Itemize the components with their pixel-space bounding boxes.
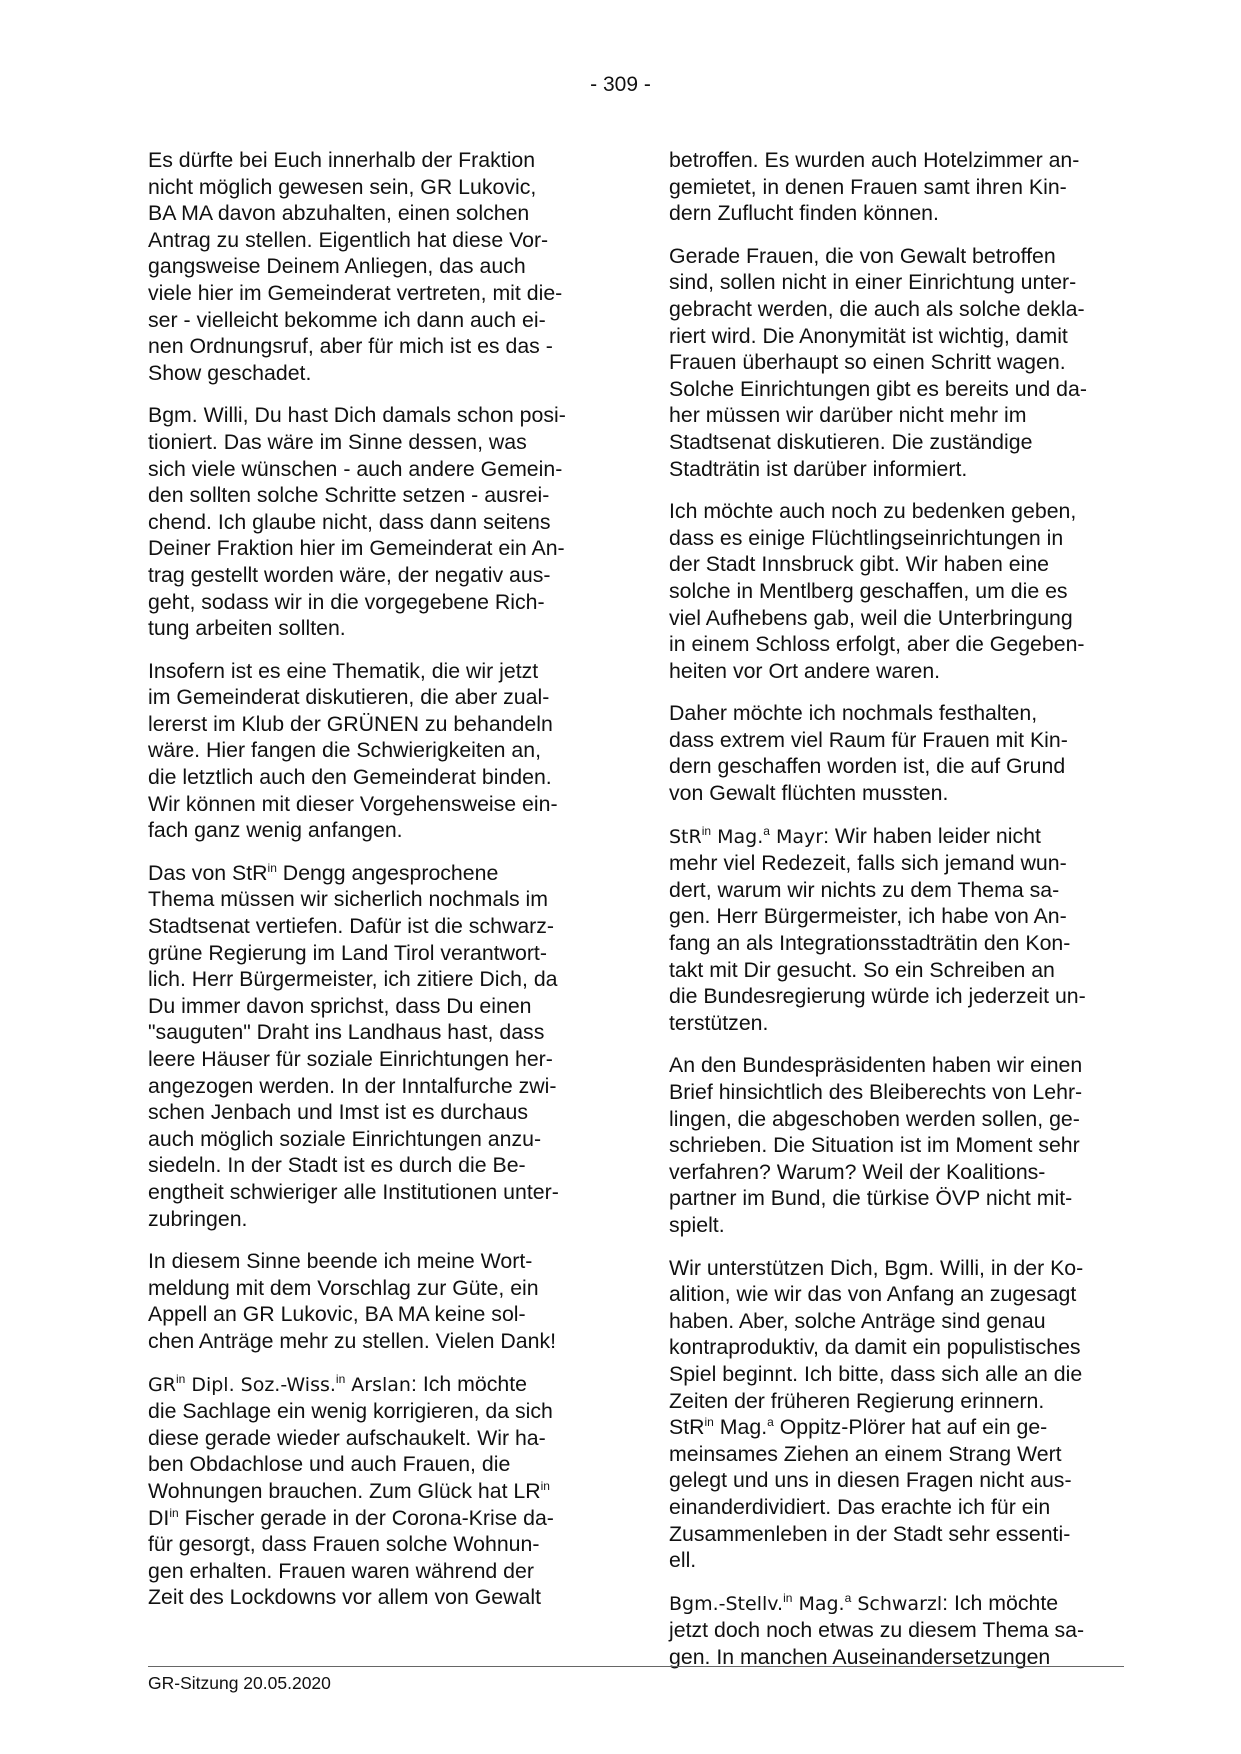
text-line (148, 1398, 596, 1425)
text-segment: verfahren? Warum? Weil der Koalitions- (669, 1159, 1046, 1184)
text-line (669, 525, 1125, 552)
text-line (669, 930, 1125, 957)
text-segment: gemietet, in denen Frauen samt ihren Kin- (669, 174, 1067, 199)
text-line (148, 1019, 596, 1046)
paragraph (669, 823, 1125, 1037)
text-line (148, 147, 596, 174)
text-line (148, 711, 596, 738)
footer-divider (148, 1666, 1124, 1667)
text-segment: auch möglich soziale Einrichtungen anzu- (148, 1126, 542, 1151)
title-suffix: a (767, 1415, 774, 1430)
paragraph (669, 1590, 1125, 1671)
text-segment: Frauen überhaupt so einen Schritt wagen. (669, 350, 1066, 375)
text-line (669, 456, 1125, 483)
text-segment: kontraproduktiv, da damit ein populistisches (669, 1335, 1081, 1360)
text-line (148, 993, 596, 1020)
paragraph (148, 402, 596, 641)
text-line (669, 1494, 1125, 1521)
speaker-name: Schwarzl (851, 1592, 943, 1615)
paragraph (148, 860, 596, 1232)
text-line (669, 1010, 1125, 1037)
paragraph (669, 700, 1125, 806)
text-segment: Zeiten der früheren Regierung erinnern. (669, 1388, 1045, 1413)
text-line (669, 753, 1125, 780)
title-suffix: in (267, 860, 277, 875)
title-suffix: in (783, 1590, 793, 1605)
text-line (669, 1255, 1125, 1282)
text-line (669, 631, 1125, 658)
text-line (148, 333, 596, 360)
text-segment: terstützen. (669, 1010, 769, 1035)
text-line (669, 903, 1125, 930)
text-segment: Deiner Fraktion hier im Gemeinderat ein An- (148, 536, 565, 561)
text-segment: siedeln. In der Stadt ist es durch die Be- (148, 1153, 526, 1178)
footer-session-date: GR-Sitzung 20.05.2020 (148, 1673, 331, 1693)
text-line (148, 1478, 596, 1505)
text-segment: viel Aufhebens gab, weil die Unterbringung (669, 605, 1073, 630)
paragraph (669, 243, 1125, 482)
text-line (669, 850, 1125, 877)
text-segment: einanderdividiert. Das erachte ich für ein (669, 1494, 1051, 1519)
text-line (669, 658, 1125, 685)
text-line (148, 1073, 596, 1100)
text-line (148, 174, 596, 201)
text-segment: lich. Herr Bürgermeister, ich zitiere Dich, da (148, 967, 558, 992)
text-segment: Zusammenleben in der Stadt sehr essenti- (669, 1521, 1071, 1546)
text-line (148, 535, 596, 562)
text-line (669, 727, 1125, 754)
text-segment: Stadtsenat diskutieren. Die zuständige (669, 429, 1033, 454)
text-line (148, 940, 596, 967)
text-line (148, 562, 596, 589)
text-line (669, 296, 1125, 323)
text-line (148, 589, 596, 616)
text-line (148, 1371, 596, 1399)
text-segment: chen Anträge mehr zu stellen. Vielen Dank! (148, 1328, 557, 1353)
title-suffix: a (844, 1590, 852, 1605)
text-segment: gelegt und uns in diesen Fragen nicht aus- (669, 1468, 1072, 1493)
text-segment: tung arbeiten sollten. (148, 616, 346, 641)
text-segment: angezogen werden. In der Inntalfurche zwi- (148, 1073, 557, 1098)
text-segment: Wir unterstützen Dich, Bgm. Willi, in der Ko- (669, 1255, 1084, 1280)
text-line (148, 1099, 596, 1126)
text-line (669, 147, 1125, 174)
speaker-name: Dipl. Soz.-Wiss. (185, 1373, 336, 1396)
text-line (669, 578, 1125, 605)
text-segment: Fischer gerade in der Corona-Krise da- (178, 1505, 554, 1530)
text-line (669, 200, 1125, 227)
paragraph (669, 498, 1125, 684)
text-line (148, 1558, 596, 1585)
text-line (148, 1275, 596, 1302)
text-segment: Appell an GR Lukovic, BA MA keine sol- (148, 1302, 526, 1327)
paragraph (669, 1052, 1125, 1238)
speaker-name: StR (669, 825, 702, 848)
text-segment: viele hier im Gemeinderat vertreten, mit die- (148, 280, 563, 305)
title-suffix: a (763, 823, 770, 838)
text-line (669, 780, 1125, 807)
speaker-name: GR (148, 1373, 176, 1396)
text-line (148, 1451, 596, 1478)
right-column (669, 147, 1125, 1686)
text-segment: riert wird. Die Anonymität ist wichtig, damit (669, 323, 1068, 348)
text-line (148, 1584, 596, 1611)
text-line (148, 684, 596, 711)
text-segment: ser - vielleicht bekomme ich dann auch ei- (148, 307, 546, 332)
text-segment: die letztlich auch den Gemeinderat binden. (148, 765, 552, 790)
speaker-name: Mayr (769, 825, 824, 848)
text-segment: nicht möglich gewesen sein, GR Lukovic, (148, 174, 537, 199)
text-line (148, 360, 596, 387)
text-line (669, 1308, 1125, 1335)
text-line (669, 498, 1125, 525)
text-segment: Daher möchte ich nochmals festhalten, (669, 701, 1038, 726)
text-line (148, 1046, 596, 1073)
text-line (669, 1185, 1125, 1212)
text-line (148, 456, 596, 483)
text-line (669, 1159, 1125, 1186)
text-line (669, 1388, 1125, 1415)
text-line (669, 1547, 1125, 1574)
text-segment: her müssen wir darüber nicht mehr im (669, 403, 1027, 428)
text-segment: Brief hinsichtlich des Bleiberechts von Lehr- (669, 1080, 1083, 1104)
title-suffix: in (175, 1371, 186, 1386)
paragraph (669, 1255, 1125, 1574)
title-suffix: in (704, 1415, 714, 1430)
paragraph (148, 147, 596, 386)
text-line (148, 791, 596, 818)
text-segment: Zeit des Lockdowns vor allem von Gewalt (148, 1585, 541, 1610)
text-segment: Gerade Frauen, die von Gewalt betroffen (669, 243, 1056, 268)
text-segment: gen. In manchen Auseinandersetzungen (669, 1644, 1051, 1669)
text-segment: spielt. (669, 1212, 725, 1237)
text-segment: leere Häuser für soziale Einrichtungen her- (148, 1047, 553, 1071)
text-segment: dern Zuflucht finden können. (669, 201, 939, 226)
text-segment: schen Jenbach und Imst ist es durchaus (148, 1100, 529, 1125)
speaker-name: Arslan (345, 1373, 411, 1396)
text-segment: trag gestellt worden wäre, der negativ aus- (148, 562, 551, 587)
text-segment: Thema müssen wir sicherlich nochmals im (148, 887, 549, 912)
text-segment: lererst im Klub der GRÜNEN zu behandeln (148, 711, 553, 736)
text-segment: dass es einige Flüchtlingseinrichtungen in (669, 525, 1064, 550)
text-line (669, 402, 1125, 429)
text-segment: dern geschaffen worden ist, die auf Grund (669, 754, 1066, 779)
text-line (148, 1206, 596, 1233)
text-segment: diese gerade wieder aufschaukelt. Wir ha- (148, 1425, 546, 1450)
text-segment: Spiel beginnt. Ich bitte, dass sich alle an die (669, 1361, 1083, 1386)
text-line (669, 174, 1125, 201)
text-segment: An den Bundespräsidenten haben wir einen (669, 1053, 1083, 1078)
text-segment: Das von StR (148, 860, 268, 885)
text-segment: Oppitz-Plörer hat auf ein ge- (773, 1415, 1048, 1440)
text-segment: fach ganz wenig anfangen. (148, 818, 403, 843)
text-line (148, 402, 596, 429)
text-segment: gangsweise Deinem Anliegen, das auch (148, 254, 526, 279)
text-line (148, 482, 596, 509)
text-line (669, 243, 1125, 270)
text-line (148, 737, 596, 764)
text-line (148, 429, 596, 456)
text-segment: meldung mit dem Vorschlag zur Güte, ein (148, 1275, 539, 1300)
text-segment: Du immer davon sprichst, dass Du einen (148, 993, 532, 1018)
text-segment: Insofern ist es eine Thematik, die wir jetzt (148, 658, 539, 683)
text-segment: meinsames Ziehen an einem Strang Wert (669, 1441, 1062, 1466)
text-line (669, 1281, 1125, 1308)
text-line (148, 1152, 596, 1179)
text-line (148, 509, 596, 536)
paragraph (148, 1371, 596, 1611)
text-segment: für gesorgt, dass Frauen solche Wohnun- (148, 1532, 540, 1557)
text-segment: mehr viel Redezeit, falls sich jemand wun- (669, 851, 1067, 876)
text-segment: StR (669, 1415, 705, 1440)
text-line (148, 307, 596, 334)
text-segment: ell. (669, 1548, 697, 1573)
text-line (669, 957, 1125, 984)
text-line (148, 1328, 596, 1355)
text-segment: in einem Schloss erfolgt, aber die Gegeben- (669, 632, 1085, 657)
text-line (669, 1052, 1125, 1079)
text-segment: von Gewalt flüchten mussten. (669, 781, 949, 806)
text-line (148, 1425, 596, 1452)
text-line (148, 1248, 596, 1275)
text-line (148, 1179, 596, 1206)
text-line (148, 253, 596, 280)
text-line (669, 1361, 1125, 1388)
speaker-name: Bgm.-Stellv. (669, 1592, 784, 1615)
text-segment: takt mit Dir gesucht. So ein Schreiben an (669, 957, 1055, 982)
text-segment: lingen, die abgeschoben werden sollen, ge- (669, 1106, 1080, 1131)
text-line (669, 551, 1125, 578)
text-segment: sind, sollen nicht in einer Einrichtung unter- (669, 270, 1077, 295)
text-line (148, 860, 596, 887)
text-segment: die Sachlage ein wenig korrigieren, da sich (148, 1399, 553, 1424)
text-segment: "sauguten" Draht ins Landhaus hast, dass (148, 1020, 545, 1045)
text-segment: Mag. (713, 1415, 768, 1440)
text-line (148, 913, 596, 940)
text-segment: : Ich möchte (410, 1371, 527, 1396)
text-segment: grüne Regierung im Land Tirol verantwort- (148, 940, 547, 965)
paragraph (669, 147, 1125, 227)
text-line (669, 877, 1125, 904)
text-segment: gebracht werden, die auch als solche dekla- (669, 296, 1085, 321)
text-line (148, 200, 596, 227)
speaker-name: Mag. (711, 825, 764, 848)
text-segment: DI (148, 1505, 170, 1530)
text-segment: jetzt doch noch etwas zu diesem Thema sa- (669, 1618, 1085, 1643)
text-segment: Dengg angesprochene (276, 860, 499, 885)
text-line (669, 1521, 1125, 1548)
text-segment: BA MA davon abzuhalten, einen solchen (148, 201, 530, 226)
text-line (148, 658, 596, 685)
text-line (669, 983, 1125, 1010)
text-segment: ben Obdachlose und auch Frauen, die (148, 1452, 511, 1477)
text-segment: gen. Herr Bürgermeister, ich habe von An- (669, 904, 1067, 929)
text-line (669, 269, 1125, 296)
text-segment: den sollten solche Schritte setzen - ausrei- (148, 483, 550, 508)
text-line (148, 886, 596, 913)
text-segment: geht, sodass wir in die vorgegebene Rich- (148, 589, 545, 614)
text-segment: dert, warum wir nichts zu dem Thema sa- (669, 877, 1060, 902)
text-line (669, 823, 1125, 851)
text-segment: nen Ordnungsruf, aber für mich ist es das - (148, 334, 553, 359)
text-line (148, 615, 596, 642)
text-segment: chend. Ich glaube nicht, dass dann seitens (148, 509, 551, 534)
paragraph (148, 1248, 596, 1354)
text-segment: fang an als Integrationsstadträtin den Kon- (669, 931, 1071, 956)
text-segment: Antrag zu stellen. Eigentlich hat diese Vor- (148, 227, 549, 252)
text-segment: im Gemeinderat diskutieren, die aber zual- (148, 685, 550, 710)
text-line (669, 1106, 1125, 1133)
text-segment: Stadtsenat vertiefen. Dafür ist die schwarz- (148, 914, 555, 939)
paragraph (148, 658, 596, 844)
text-segment: zubringen. (148, 1206, 248, 1231)
text-segment: solche in Mentlberg geschaffen, um die es (669, 578, 1068, 603)
text-line (669, 376, 1125, 403)
title-suffix: in (540, 1478, 550, 1493)
text-segment: tioniert. Das wäre im Sinne dessen, was (148, 429, 527, 454)
text-line (148, 1505, 596, 1532)
text-segment: Wohnungen brauchen. Zum Glück hat LR (148, 1478, 541, 1503)
text-line (148, 280, 596, 307)
title-suffix: in (169, 1505, 179, 1520)
text-segment: heiten vor Ort andere waren. (669, 658, 941, 683)
text-line (669, 323, 1125, 350)
text-segment: partner im Bund, die türkise ÖVP nicht mit- (669, 1186, 1073, 1211)
text-segment: Es dürfte bei Euch innerhalb der Fraktion (148, 148, 536, 172)
text-line (148, 227, 596, 254)
text-line (669, 1414, 1125, 1441)
text-segment: schrieben. Die Situation ist im Moment sehr (669, 1133, 1080, 1158)
text-line (148, 817, 596, 844)
page-number: - 309 - (590, 73, 651, 96)
text-segment: Ich möchte auch noch zu bedenken geben, (669, 499, 1077, 524)
text-segment: Show geschadet. (148, 360, 312, 385)
text-segment: alition, wie wir das von Anfang an zugesagt (669, 1282, 1077, 1307)
text-line (669, 1617, 1125, 1644)
text-segment: dass extrem viel Raum für Frauen mit Kin- (669, 727, 1068, 752)
left-column (148, 147, 596, 1627)
text-line (669, 1334, 1125, 1361)
text-segment: Wir können mit dieser Vorgehensweise ein- (148, 791, 558, 816)
text-line (148, 1301, 596, 1328)
text-segment: Solche Einrichtungen gibt es bereits und da- (669, 376, 1087, 401)
text-line (669, 429, 1125, 456)
text-segment: der Stadt Innsbruck gibt. Wir haben eine (669, 552, 1050, 577)
text-line (148, 1126, 596, 1153)
text-line (669, 1467, 1125, 1494)
text-line (669, 1132, 1125, 1159)
speaker-name: Mag. (792, 1592, 845, 1615)
text-segment: wäre. Hier fangen die Schwierigkeiten an, (148, 738, 542, 763)
text-segment: Bgm. Willi, Du hast Dich damals schon posi- (148, 403, 566, 428)
text-segment: In diesem Sinne beende ich meine Wort- (148, 1249, 533, 1274)
text-segment: : Ich möchte (942, 1590, 1059, 1615)
text-line (148, 1531, 596, 1558)
text-line (148, 764, 596, 791)
text-segment: : Wir haben leider nicht (823, 823, 1041, 848)
text-line (669, 1441, 1125, 1468)
text-segment: die Bundesregierung würde ich jederzeit un- (669, 984, 1086, 1009)
text-line (669, 1590, 1125, 1618)
text-segment: haben. Aber, solche Anträge sind genau (669, 1308, 1046, 1333)
title-suffix: in (701, 823, 712, 838)
text-line (148, 966, 596, 993)
text-line (669, 349, 1125, 376)
text-segment: betroffen. Es wurden auch Hotelzimmer an- (669, 148, 1080, 172)
text-segment: Stadträtin ist darüber informiert. (669, 456, 968, 481)
text-segment: sich viele wünschen - auch andere Gemein- (148, 456, 563, 481)
text-line (669, 1212, 1125, 1239)
text-line (669, 605, 1125, 632)
title-suffix: in (335, 1371, 346, 1386)
text-line (669, 700, 1125, 727)
text-segment: engtheit schwieriger alle Institutionen unter- (148, 1179, 559, 1204)
text-segment: gen erhalten. Frauen waren während der (148, 1558, 534, 1583)
text-line (669, 1079, 1125, 1106)
